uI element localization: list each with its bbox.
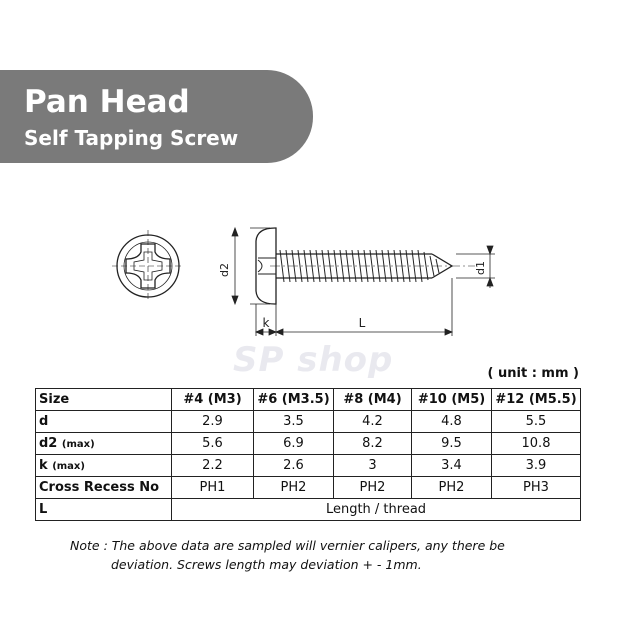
table-row <box>36 433 581 455</box>
table-header-cell: Size <box>36 389 172 411</box>
d1-dimension-label: d1 <box>474 261 487 275</box>
table-cell: 5.5 <box>492 411 581 433</box>
table-row <box>36 455 581 477</box>
unit-note: ( unit : mm ) <box>487 366 579 381</box>
table-cell: Length / thread <box>172 499 581 521</box>
table-cell: 3.5 <box>254 411 334 433</box>
table-cell: 2.2 <box>172 455 254 477</box>
l-dimension-label: L <box>358 316 366 330</box>
table-header-cell: #4 (M3) <box>172 389 254 411</box>
footnote <box>70 536 505 574</box>
table-cell: PH2 <box>254 477 334 499</box>
k-dimension-label: k <box>262 316 270 330</box>
table-header-row <box>36 389 581 411</box>
d2-dimension-label: d2 <box>218 263 231 277</box>
table-cell: 3.4 <box>412 455 492 477</box>
table-cell: 10.8 <box>492 433 581 455</box>
row-label: d <box>36 411 172 433</box>
spec-table <box>35 388 581 521</box>
table-row <box>36 499 581 521</box>
footnote-line: Note : The above data are sampled will vernier calipers, any there be <box>70 538 505 553</box>
table-cell: 4.8 <box>412 411 492 433</box>
table-cell: 9.5 <box>412 433 492 455</box>
row-label: k (max) <box>36 455 172 477</box>
title-banner <box>0 70 313 163</box>
table-row <box>36 411 581 433</box>
table-header-cell: #8 (M4) <box>334 389 412 411</box>
head-top-view <box>112 230 184 302</box>
table-cell: PH2 <box>412 477 492 499</box>
table-cell: PH1 <box>172 477 254 499</box>
table-header-cell: #12 (M5.5) <box>492 389 581 411</box>
row-label: d2 (max) <box>36 433 172 455</box>
table-cell: 5.6 <box>172 433 254 455</box>
screw-technical-drawing <box>100 208 520 358</box>
table-cell: 2.9 <box>172 411 254 433</box>
table-cell: PH3 <box>492 477 581 499</box>
watermark: SP shop <box>233 340 394 380</box>
footnote-line: deviation. Screws length may deviation + - 1mm. <box>111 557 422 572</box>
table-header-cell: #10 (M5) <box>412 389 492 411</box>
table-cell: 2.6 <box>254 455 334 477</box>
table-cell: 8.2 <box>334 433 412 455</box>
row-label: Cross Recess No <box>36 477 172 499</box>
table-header-cell: #6 (M3.5) <box>254 389 334 411</box>
table-cell: PH2 <box>334 477 412 499</box>
page-title: Pan Head <box>24 84 190 120</box>
row-label: L <box>36 499 172 521</box>
page-subtitle: Self Tapping Screw <box>24 126 239 150</box>
table-cell: 4.2 <box>334 411 412 433</box>
table-cell: 3.9 <box>492 455 581 477</box>
table-cell: 6.9 <box>254 433 334 455</box>
table-cell: 3 <box>334 455 412 477</box>
table-row <box>36 477 581 499</box>
